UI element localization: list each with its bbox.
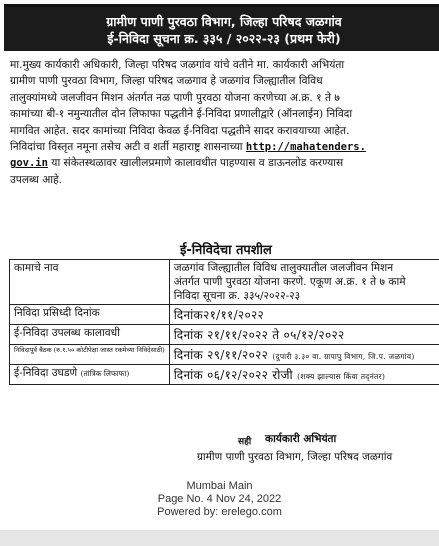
paragraph-line: कामांच्या बी-१ नमुन्यातील दोन लिफाफा पद्धतीने ई-निविदा प्रणालीद्वारे (ऑनलाईन) निविदा <box>10 108 353 121</box>
table-row <box>10 305 439 325</box>
table-row <box>10 365 439 385</box>
row-label <box>10 345 170 365</box>
paragraph-line: तालुक्यांमध्ये जलजीवन मिशन अंतर्गत नळ पाणी पुरवठा योजना करणेच्या अ.क्र. १ ते ७ <box>10 91 340 104</box>
row-label-text: निविदापूर्व बैठक (रु.१.५० कोटीपेक्षा जास्त रकमेच्या निविदेसाठी) <box>14 346 165 354</box>
bottom-bar <box>0 530 439 546</box>
paragraph-line: ग्रामीण पाणी पुरवठा विभाग, जिल्हा परिषद जळगाव हे जळगांव जिल्ह्यातील विविध <box>10 75 323 88</box>
notice-title-number: ई-निविदा सूचना क्र. ३३५ / २०२२-२३ (प्रथम फेरी) <box>107 31 341 46</box>
value-note: (दुपारी ३.३० वा. ग्रापापु विभाग, जि.प. जळगांव) <box>272 352 415 361</box>
edition-name: Mumbai Main <box>186 480 253 492</box>
signature-designation: कार्यकारी अभियंता <box>265 433 337 445</box>
table-row <box>10 260 439 305</box>
notice-title-department: ग्रामीण पाणी पुरवठा विभाग, जिल्हा परिषद जळगांव <box>106 14 342 29</box>
row-label-text: ई-निविदा उघडणे <box>14 367 78 379</box>
mahatenders-link-cont[interactable]: gov.in <box>10 157 48 170</box>
notice-header <box>4 7 439 51</box>
row-label <box>10 365 170 385</box>
paragraph-line: उपलब्ध आहे. <box>10 173 63 186</box>
paragraph-line: मागवित आहेत. सदर कामांच्या निविदा केवळ ई-निविदा पद्धतीने सादर करावयाच्या आहेत. <box>10 124 350 137</box>
value-line: अंतर्गत पाणी पुरवठा योजना करणे. एकूण अ.क्र. १ ते ७ कामे <box>173 276 406 288</box>
row-value: दिनांक २१/११/२०२२ ते ०५/१२/२०२२ <box>169 325 439 345</box>
page-and-date: Page No. 4 Nov 24, 2022 <box>157 493 282 505</box>
value-line: निविदा सूचना क्र. ३३५/२०२२-२३ <box>173 290 301 302</box>
value-date: दिनांक ०६/१२/२०२२ रोजी <box>173 368 293 382</box>
value-date: दिनांक २९/११/२०२२ <box>173 348 269 362</box>
signature-office: ग्रामीण पाणी पुरवठा विभाग, जिल्हा परिषद जळगांव <box>197 451 393 463</box>
value-line: जळगांव जिल्ह्यातील विविध तालुक्यातील जलजीवन मिशन <box>173 262 394 274</box>
row-value <box>169 345 439 365</box>
row-value <box>169 260 439 305</box>
details-heading: ई-निविदेचा तपशील <box>180 243 272 258</box>
table-row <box>10 345 439 365</box>
paragraph-text: निविदांचा विस्तृत नमूना तसेच अटी व शर्ती महाराष्ट्र शासनाच्या <box>10 141 243 154</box>
notice-paragraph <box>4 51 439 188</box>
paragraph-line <box>10 139 439 155</box>
row-label: कामाचे नाव <box>10 260 170 305</box>
paragraph-line: मा.मुख्य कार्यकारी अधिकारी, जिल्हा परिषद जळगांव यांचे वतीने मा. कार्यकारी अभियंता <box>10 59 345 71</box>
table-row <box>10 325 439 345</box>
row-label: निविदा प्रसिध्दी दिनांक <box>10 305 170 325</box>
tender-notice <box>4 4 439 188</box>
value-note: (शक्य झाल्यास किंवा तद्नंतर) <box>297 372 386 381</box>
row-label-note: (तांत्रिक लिफाफा) <box>80 369 130 378</box>
mahatenders-link[interactable]: http://mahatenders. <box>245 141 366 154</box>
paragraph-text: या संकेतस्थळावर खालीलप्रमाणे कालावधीत पाहण्यास व डाऊनलोड करण्यास <box>47 157 344 170</box>
row-label: ई-निविदा उपलब्ध कालावधी <box>10 325 170 345</box>
paragraph-line <box>10 155 439 171</box>
page-footer <box>0 480 439 519</box>
row-value <box>169 365 439 385</box>
tender-details-table <box>9 259 439 385</box>
powered-by: Powered by: erelego.com <box>157 506 282 518</box>
row-value: दिनांक२१/११/२०२२ <box>169 305 439 325</box>
signature-sd: सही <box>238 437 252 447</box>
